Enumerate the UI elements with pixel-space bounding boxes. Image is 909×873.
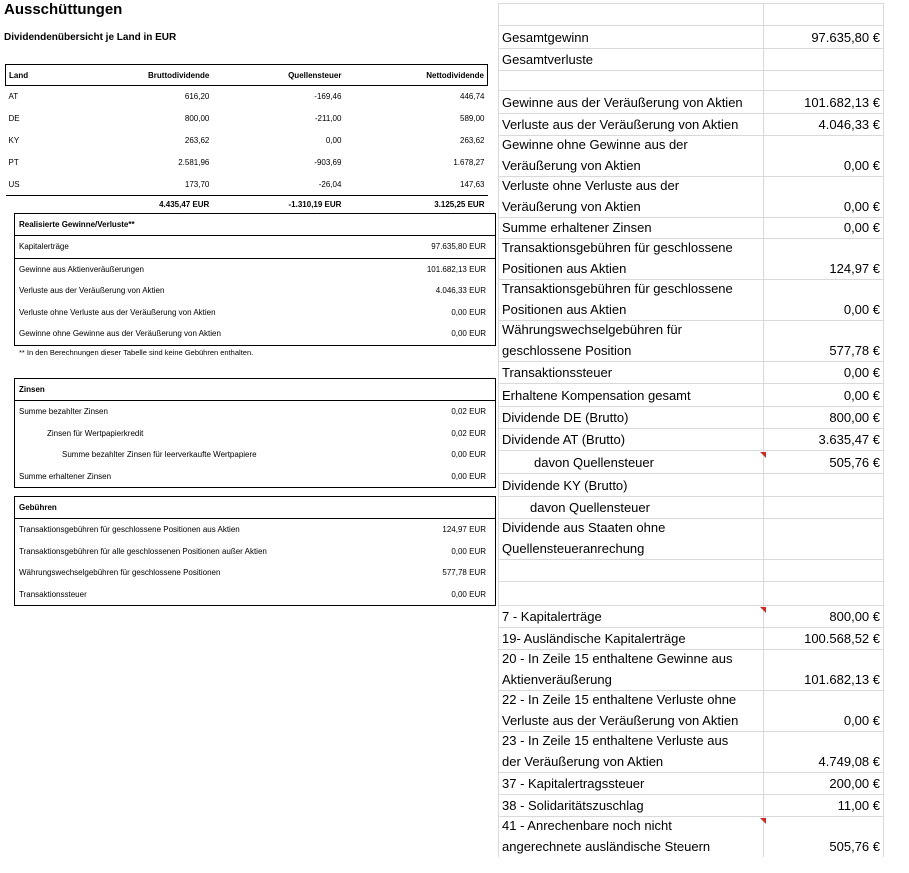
label-line: Gesamtgewinn [502,29,589,45]
sheet-cell-label[interactable] [498,497,764,518]
sheet-row [498,627,884,649]
realized-row [15,236,495,259]
cell-total-netto: 3.125,25 EUR [344,195,487,214]
label-line: 19- Ausländische Kapitalerträge [502,630,686,646]
table-row [6,173,488,195]
sheet-cell-value[interactable] [764,451,884,473]
sheet-cell-label[interactable] [498,384,764,406]
row-label: Transaktionssteuer [19,589,87,599]
sheet-cell-value[interactable] [764,795,884,816]
fees-title: Gebühren [15,497,495,519]
sheet-row [498,649,884,690]
row-label: Kapitalerträge [19,242,69,251]
value-text: 4.046,33 € [818,116,880,132]
label-line: Dividende DE (Brutto) [502,409,629,425]
sheet-row [498,581,884,605]
label-line: geschlossene Position [502,342,632,358]
fees-box [14,496,496,606]
value-text: 0,00 € [843,301,880,317]
cell-brutto: 616,20 [184,92,210,102]
spreadsheet [498,3,884,873]
sheet-cell-label[interactable] [498,136,764,176]
sheet-row [498,450,884,473]
label-line: Erhaltene Kompensation gesamt [502,387,691,403]
sheet-row [498,48,884,70]
row-label: Transaktionsgebühren für geschlossene Positionen aus Aktien [19,525,240,534]
sheet-row [498,772,884,794]
label-line: angerechnete ausländische Steuern [502,838,711,854]
value-text: 505,76 € [829,454,880,470]
sheet-row [498,383,884,406]
label-line: davon Quellensteuer [534,454,654,470]
sheet-cell-value[interactable] [764,817,884,857]
row-label: Summe bezahlter Zinsen [19,407,108,416]
table-row [6,151,488,173]
sheet-row [498,320,884,361]
cell-land: PT [8,157,19,167]
col-header-land: Land [9,70,29,80]
col-header-brutto: Bruttodividende [148,70,210,80]
sheet-cell-value[interactable] [764,71,884,90]
interest-box [14,378,496,488]
sheet-cell-label[interactable] [498,71,764,90]
sheet-row [498,135,884,176]
sheet-cell-value[interactable] [764,628,884,649]
fees-row [15,541,495,563]
value-text: 800,00 € [829,409,880,425]
sheet-cell-value[interactable] [764,91,884,113]
sheet-cell-label[interactable] [498,773,764,794]
sheet-cell-label[interactable] [498,239,764,279]
comment-marker-icon[interactable] [760,607,766,613]
value-text: 800,00 € [829,608,880,624]
row-label: Transaktionsgebühren für alle geschlossenen Positionen außer Aktien [19,546,267,556]
sheet-cell-label[interactable] [498,91,764,113]
sheet-cell-value[interactable] [764,519,884,559]
sheet-cell-value[interactable] [764,407,884,428]
sheet-row [498,25,884,48]
label-line: Positionen aus Aktien [502,301,627,317]
value-text: 0,00 € [843,157,880,173]
row-label: Gewinne ohne Gewinne aus der Veräußerung von Aktien [19,329,221,338]
row-value: 0,00 EUR [451,450,486,459]
sheet-row [498,217,884,238]
sheet-cell-label[interactable] [498,628,764,649]
cell-land: AT [8,92,19,102]
sheet-cell-label[interactable] [498,49,764,70]
cell-total-brutto: 4.435,47 EUR [62,195,212,214]
label-line: Quellensteueranrechung [502,540,645,556]
sheet-cell-value[interactable] [764,773,884,794]
cell-netto: 589,00 [460,114,485,124]
cell-brutto: 263,62 [184,135,210,145]
row-label: Summe bezahlter Zinsen für leerverkaufte Wertpapiere [62,450,257,459]
sheet-cell-value[interactable] [764,650,884,690]
sheet-cell-value[interactable] [764,606,884,627]
sheet-cell-label[interactable] [498,26,764,48]
cell-netto: 446,74 [460,92,485,102]
cell-quellensteuer: -903,69 [314,157,342,167]
label-line: Summe erhaltener Zinsen [502,219,652,235]
label-line: Gewinne aus der Veräußerung von Aktien [502,94,743,110]
table-row [6,130,488,152]
label-line: Veräußerung von Aktien [502,157,641,173]
row-value: 577,78 EUR [442,568,486,577]
realized-gains-title: Realisierte Gewinne/Verluste** [15,214,495,236]
row-value: 0,00 EUR [451,307,486,317]
label-line: der Veräußerung von Aktien [502,753,664,769]
sheet-cell-value[interactable] [764,321,884,361]
row-value: 0,00 EUR [451,329,486,338]
value-text: 101.682,13 € [804,671,880,687]
row-value: 4.046,33 EUR [435,286,486,295]
value-text: 124,97 € [829,260,880,276]
value-text: 3.635,47 € [818,431,880,447]
sheet-cell-value[interactable] [764,114,884,135]
value-text: 0,00 € [843,712,880,728]
label-line: Gewinne ohne Gewinne aus der [502,137,688,152]
label-line: Dividende KY (Brutto) [502,477,628,493]
label-line: 41 - Anrechenbare noch nicht [502,818,672,833]
sheet-cell-label[interactable] [498,321,764,361]
row-label: Zinsen für Wertpapierkredit [47,428,144,438]
cell-quellensteuer: -211,00 [314,114,342,124]
sheet-cell-value[interactable] [764,177,884,217]
page-title: Ausschüttungen [4,1,123,18]
sheet-row [498,605,884,627]
sheet-row [498,3,884,25]
sheet-cell-label[interactable] [498,177,764,217]
table-total-row [6,195,488,214]
sheet-cell-label[interactable] [498,650,764,690]
cell-land: DE [8,114,20,124]
sheet-row [498,113,884,135]
sheet-row [498,361,884,383]
label-line: 23 - In Zeile 15 enthaltene Verluste aus [502,733,729,748]
label-line: Transaktionssteuer [502,364,613,380]
dividend-table [5,64,488,214]
sheet-cell-label[interactable] [498,582,764,605]
cell-total-quellensteuer: -1.310,19 EUR [212,195,344,214]
label-line: Verluste ohne Verluste aus der [502,178,680,193]
realized-row [15,302,495,324]
interest-row [15,401,495,423]
label-line: Währungswechselgebühren für [502,322,682,337]
sheet-cell-label[interactable] [498,280,764,320]
label-line: 37 - Kapitalertragssteuer [502,775,645,791]
sheet-row [498,816,884,857]
sheet-cell-label[interactable] [498,218,764,238]
sheet-cell-value[interactable] [764,218,884,238]
interest-row [15,466,495,488]
realized-gains-box [14,213,496,346]
sheet-row [498,90,884,113]
table-row [6,108,488,130]
cell-quellensteuer: -26,04 [318,179,342,189]
sheet-row [498,279,884,320]
table-header-row [6,65,488,86]
interest-row [15,423,495,445]
fees-row [15,584,495,606]
comment-marker-icon[interactable] [760,818,766,824]
cell-brutto: 173,70 [184,179,210,189]
row-value: 0,02 EUR [451,407,486,416]
footnote: ** In den Berechnungen dieser Tabelle sind keine Gebühren enthalten. [19,348,254,357]
sheet-cell-value[interactable] [764,582,884,605]
interest-row [15,444,495,466]
row-label: Währungswechselgebühren für geschlossene Positionen [19,568,221,577]
cell-land: US [8,179,20,189]
sheet-cell-value[interactable] [764,429,884,450]
cell-quellensteuer: 0,00 [325,135,342,145]
label-line: davon Quellensteuer [530,499,650,515]
sheet-cell-value[interactable] [764,474,884,496]
label-line: Veräußerung von Aktien [502,198,641,214]
row-value: 0,02 EUR [451,428,486,438]
label-line: Verluste aus der Veräußerung von Aktien [502,712,739,728]
label-line: 38 - Solidaritätszuschlag [502,797,644,813]
sheet-cell-value[interactable] [764,560,884,581]
sheet-cell-value[interactable] [764,239,884,279]
fees-row [15,562,495,584]
realized-row [15,280,495,302]
col-header-quellensteuer: Quellensteuer [288,70,342,80]
sheet-row [498,731,884,772]
row-value: 124,97 EUR [442,525,486,534]
row-value: 101.682,13 EUR [426,264,486,274]
label-line: Verluste aus der Veräußerung von Aktien [502,116,739,132]
table-row [6,86,488,108]
realized-row [15,323,495,345]
sheet-row [498,496,884,518]
sheet-row [498,518,884,559]
sheet-row [498,70,884,90]
sheet-cell-label[interactable] [498,4,764,25]
sheet-cell-label[interactable] [498,732,764,772]
sheet-cell-label[interactable] [498,817,764,857]
sheet-row [498,428,884,450]
value-text: 0,00 € [843,219,880,235]
cell-netto: 263,62 [460,135,485,145]
cell-brutto: 2.581,96 [178,157,210,167]
label-line: Transaktionsgebühren für geschlossene [502,240,733,255]
sheet-row [498,406,884,428]
sheet-row [498,559,884,581]
value-text: 4.749,08 € [818,753,880,769]
sheet-cell-label[interactable] [498,560,764,581]
sheet-cell-label[interactable] [498,362,764,383]
row-value: 0,00 EUR [451,589,486,599]
sheet-cell-value[interactable] [764,384,884,406]
sheet-cell-value[interactable] [764,362,884,383]
sheet-row [498,690,884,731]
value-text: 505,76 € [829,838,880,854]
sheet-cell-label[interactable] [498,691,764,731]
label-line: 20 - In Zeile 15 enthaltene Gewinne aus [502,651,733,666]
interest-title: Zinsen [15,379,495,401]
sheet-cell-value[interactable] [764,136,884,176]
label-line: Transaktionsgebühren für geschlossene [502,281,733,296]
sheet-row [498,238,884,279]
sheet-row [498,176,884,217]
realized-row [15,259,495,281]
value-text: 11,00 € [837,797,880,813]
label-line: Dividende aus Staaten ohne [502,520,666,535]
sheet-cell-value[interactable] [764,497,884,518]
sheet-cell-label[interactable] [498,606,764,627]
sheet-cell-label[interactable] [498,429,764,450]
value-text: 577,78 € [829,342,880,358]
sheet-cell-label[interactable] [498,474,764,496]
row-label: Verluste ohne Verluste aus der Veräußerung von Aktien [19,307,216,317]
sheet-cell-label[interactable] [498,519,764,559]
cell-total-label [6,195,63,214]
row-value: 97.635,80 EUR [431,242,486,251]
value-text: 0,00 € [843,198,880,214]
cell-quellensteuer: -169,46 [314,92,342,102]
cell-netto: 147,63 [460,179,485,189]
row-value: 0,00 EUR [451,471,486,481]
sheet-cell-value[interactable] [764,49,884,70]
row-label: Verluste aus der Veräußerung von Aktien [19,286,165,295]
sheet-row [498,794,884,816]
cell-netto: 1.678,27 [453,157,485,167]
sheet-cell-value[interactable] [764,732,884,772]
label-line: 22 - In Zeile 15 enthaltene Verluste ohne [502,692,737,707]
value-text: 97.635,80 € [811,29,880,45]
value-text: 0,00 € [843,364,880,380]
value-text: 0,00 € [843,387,880,403]
sheet-cell-value[interactable] [764,4,884,25]
row-label: Summe erhaltener Zinsen [19,471,112,481]
label-line: Dividende AT (Brutto) [502,431,626,447]
label-line: 7 - Kapitalerträge [502,608,602,624]
label-line: Gesamtverluste [502,51,594,67]
sheet-cell-label[interactable] [498,451,764,473]
page-subtitle: Dividendenübersicht je Land in EUR [4,32,177,43]
label-line: Positionen aus Aktien [502,260,627,276]
sheet-cell-value[interactable] [764,691,884,731]
sheet-cell-label[interactable] [498,407,764,428]
cell-brutto: 800,00 [184,114,210,124]
sheet-cell-value[interactable] [764,26,884,48]
value-text: 100.568,52 € [804,630,880,646]
sheet-row [498,473,884,496]
sheet-cell-value[interactable] [764,280,884,320]
cell-land: KY [8,135,20,145]
row-value: 0,00 EUR [451,546,486,556]
row-label: Gewinne aus Aktienveräußerungen [19,264,144,274]
value-text: 200,00 € [829,775,880,791]
label-line: Aktienveräußerung [502,671,612,687]
comment-marker-icon[interactable] [760,452,766,458]
value-text: 101.682,13 € [804,94,880,110]
sheet-cell-label[interactable] [498,114,764,135]
fees-row [15,519,495,541]
col-header-netto: Nettodividende [426,70,484,80]
sheet-cell-label[interactable] [498,795,764,816]
